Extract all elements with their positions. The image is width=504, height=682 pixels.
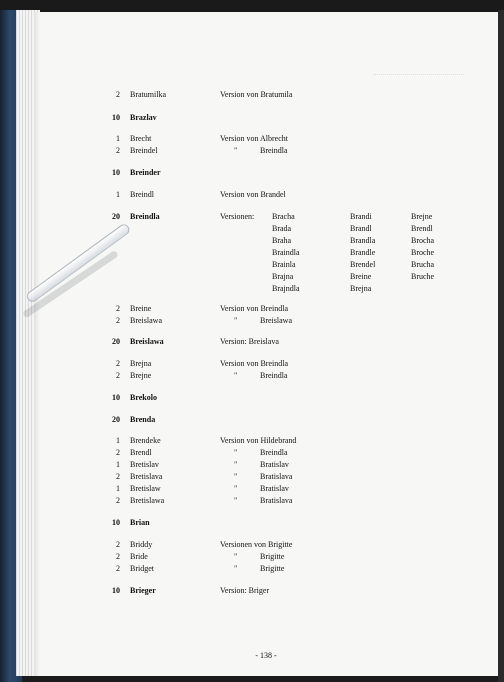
entry-number: 2 [116,371,120,380]
entry-name: Bridget [130,564,154,573]
entry-number: 2 [116,472,120,481]
list-item [34,551,498,563]
entry-version: Versionen: [220,212,255,221]
entry-number: 2 [116,540,120,549]
entry-name: Briddy [130,540,153,549]
version-name: Brajndla [272,284,300,293]
entry-version-name: Brigitte [260,564,285,573]
entry-version-name: Breindla [260,448,288,457]
entry-version: Version: Briger [220,586,270,595]
entry-name: Bretislava [130,472,163,481]
version-name: Brocha [411,236,435,245]
version-name: Brandle [350,248,376,257]
list-item [34,392,498,404]
list-item [34,315,498,327]
entry-name: Breislawa [130,337,164,346]
entry-name: Breislawa [130,316,162,325]
version-name: Brendl [411,224,433,233]
version-name: Brada [272,224,292,233]
version-name: Brendel [350,260,376,269]
list-item [34,358,498,370]
entry-number: 20 [112,212,120,221]
entry-number: 2 [116,316,120,325]
version-name: Brejna [350,284,372,293]
list-item [34,89,498,101]
document-page [34,12,498,676]
entry-name: Brejna [130,359,152,368]
entry-version: Version von Breindla [220,304,288,313]
version-name: Brandi [350,212,372,221]
entry-name: Brecht [130,134,152,143]
ditto-mark: " [234,564,238,573]
list-item [34,414,498,426]
entry-number: 20 [112,415,120,424]
entry-number: 2 [116,552,120,561]
entry-name: Bretislav [130,460,159,469]
entry-name: Breindla [130,212,160,221]
list-item [34,585,498,597]
entry-version-name: Bratislava [260,496,293,505]
list-item [34,435,498,447]
entry-version-name: Bratislav [260,484,289,493]
version-name: Brandla [350,236,376,245]
entry-number: 1 [116,190,120,199]
list-item [34,133,498,145]
entry-number: 20 [112,337,120,346]
entry-version: Version von Hildebrand [220,436,297,445]
list-item [34,471,498,483]
list-item [34,447,498,459]
list-item [34,167,498,179]
entry-version: Versionen von Brigitte [220,540,293,549]
entry-version-name: Bratislav [260,460,289,469]
list-item [34,483,498,495]
entry-number: 2 [116,90,120,99]
entry-number: 10 [112,113,120,122]
entry-number: 2 [116,359,120,368]
entry-number: 2 [116,304,120,313]
page-number: - 138 - [255,651,277,660]
entry-version-name: Bratislava [260,472,293,481]
version-name: Braha [272,236,292,245]
entry-name: Brenda [130,415,156,424]
entry-version: Version von Brandel [220,190,286,199]
version-name: Brucha [411,260,435,269]
ditto-mark: " [234,552,238,561]
version-name: Brajna [272,272,294,281]
list-item [34,495,498,507]
list-item [34,112,498,124]
entry-number: 2 [116,146,120,155]
entry-name: Brendeke [130,436,161,445]
entry-version: Version von Bratumila [220,90,293,99]
list-item [34,145,498,157]
entry-number: 2 [116,564,120,573]
entry-name: Brendl [130,448,152,457]
version-name: Braindla [272,248,300,257]
entry-number: 1 [116,436,120,445]
ditto-mark: " [234,448,238,457]
versions-row [34,223,498,235]
entry-number: 10 [112,393,120,402]
version-name: Broche [411,248,435,257]
version-name: Breine [350,272,372,281]
list-item [34,336,498,348]
entry-name: Breindel [130,146,158,155]
ditto-mark: " [234,146,238,155]
ditto-mark: " [234,496,238,505]
scanner-right-edge [498,10,504,682]
entry-name: Bratumilka [130,90,166,99]
version-name: Brejne [411,212,433,221]
entry-version-name: Breindla [260,146,288,155]
entry-number: 10 [112,518,120,527]
entry-name: Bretislaw [130,484,161,493]
versions-row [34,211,498,223]
entry-name: Brieger [130,586,156,595]
entry-name: Bretislawa [130,496,165,505]
list-item [34,370,498,382]
entry-version-name: Brigitte [260,552,285,561]
entry-version-name: Breislawa [260,316,292,325]
entry-version: Version: Breislava [220,337,279,346]
list-item [34,517,498,529]
entry-number: 2 [116,496,120,505]
version-name: Brainla [272,260,296,269]
list-item [34,563,498,575]
entry-number: 1 [116,484,120,493]
ditto-mark: " [234,472,238,481]
version-name: Brandl [350,224,372,233]
entry-version: Version von Breindla [220,359,288,368]
entry-number: 10 [112,168,120,177]
entry-number: 1 [116,134,120,143]
ditto-mark: " [234,316,238,325]
entry-name: Brazlav [130,113,157,122]
entry-name: Brian [130,518,150,527]
version-name: Bruche [411,272,435,281]
entry-name: Breindl [130,190,154,199]
entry-version: Version von Albrecht [220,134,288,143]
entry-version-name: Breindla [260,371,288,380]
list-item [34,459,498,471]
entry-number: 10 [112,586,120,595]
entry-number: 1 [116,460,120,469]
ditto-mark: " [234,371,238,380]
ditto-mark: " [234,484,238,493]
entry-name: Breinder [130,168,161,177]
entry-name: Brekolo [130,393,157,402]
list-item [34,539,498,551]
list-item [34,189,498,201]
entry-name: Breine [130,304,152,313]
scanner-top-edge [0,0,504,12]
list-item [34,303,498,315]
versions-row [34,283,498,295]
entry-number: 2 [116,448,120,457]
entry-name: Brejne [130,371,152,380]
ditto-mark: " [234,460,238,469]
versions-row [34,271,498,283]
entry-name: Bride [130,552,148,561]
version-name: Bracha [272,212,295,221]
